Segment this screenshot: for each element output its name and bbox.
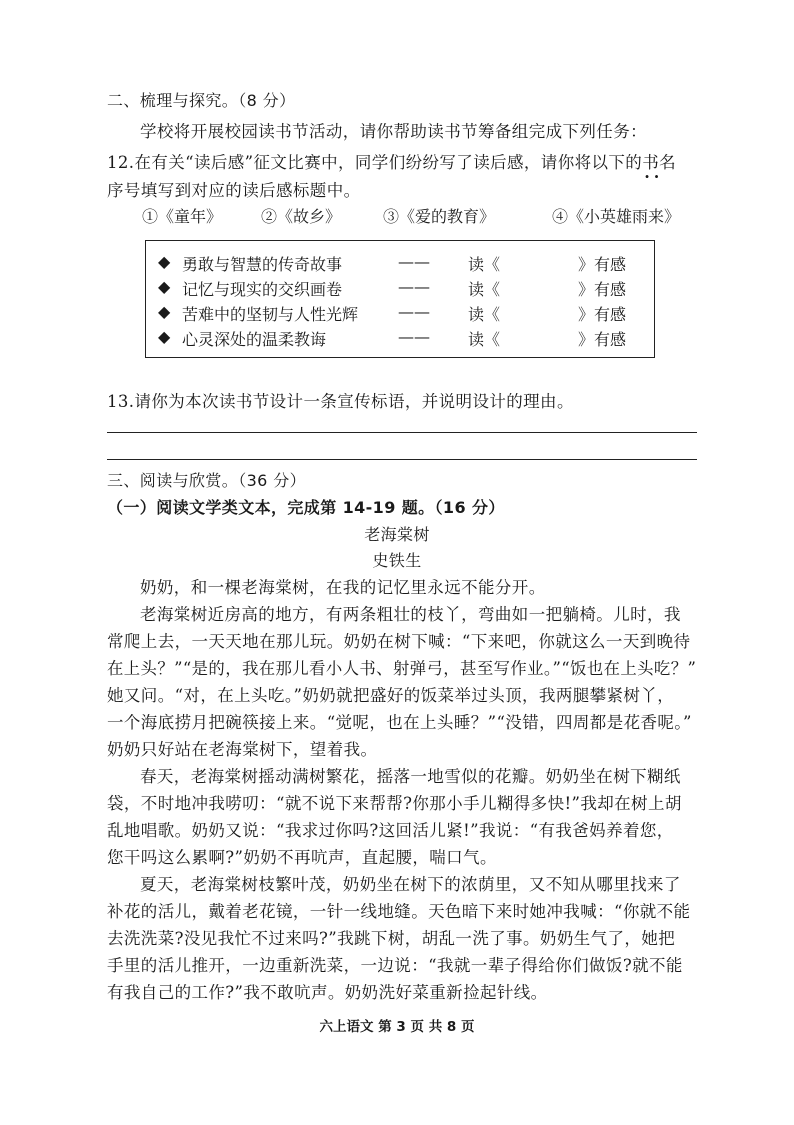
section3-subheading: （一）阅读文学类文本，完成第 14-19 题。（16 分） xyxy=(107,498,505,517)
article-line: 奶奶只好站在老海棠树下，望着我。 xyxy=(107,740,378,759)
answer-row xyxy=(158,327,648,349)
row-read: 读《 xyxy=(468,305,501,324)
article-line: 手里的活儿推开，一边重新洗菜，一边说：“我就一辈子得给你们做饭?就不能 xyxy=(107,956,683,975)
diamond-icon: ◆ xyxy=(158,252,171,271)
row-read: 读《 xyxy=(468,255,501,274)
row-dash: —— xyxy=(398,277,430,296)
diamond-icon: ◆ xyxy=(158,277,171,296)
book-option: ③《爱的教育》 xyxy=(383,207,496,226)
q12-text: 12.在有关“读后感”征文比赛中，同学们纷纷写了读后感，请你将以下的 xyxy=(107,153,643,172)
book-option: ④《小英雄雨来》 xyxy=(552,207,681,226)
article-line: 她又问。“对，在上头吃。”奶奶就把盛好的饭菜举过头顶，我两腿攀紧树丫， xyxy=(107,686,675,705)
row-topic: 记忆与现实的交织画卷 xyxy=(182,280,343,299)
row-topic: 苦难中的坚韧与人性光辉 xyxy=(182,305,359,324)
answer-row xyxy=(158,252,648,274)
article-line: 有我自己的工作?”我不敢吭声。奶奶洗好菜重新捡起针线。 xyxy=(107,983,548,1002)
q12-line1 xyxy=(107,149,676,173)
book-option: ②《故乡》 xyxy=(261,207,342,226)
row-dash: —— xyxy=(398,252,430,271)
answer-box xyxy=(145,240,655,358)
article-line: 补花的活儿，戴着老花镜，一针一线地缝。天色暗下来时她冲我喊：“你就不能 xyxy=(107,902,691,921)
q12-line2: 序号填写到对应的读后感标题中。 xyxy=(107,181,361,200)
q13-text: 13.请你为本次读书节设计一条宣传标语，并说明设计的理由。 xyxy=(107,392,574,411)
answer-line[interactable] xyxy=(107,459,697,460)
article-title: 老海棠树 xyxy=(364,525,430,544)
diamond-icon: ◆ xyxy=(158,327,171,346)
article-line: 夏天，老海棠树枝繁叶茂，奶奶坐在树下的浓荫里，又不知从哪里找来了 xyxy=(140,875,681,894)
answer-row xyxy=(158,302,648,324)
row-read: 读《 xyxy=(468,330,501,349)
row-ending: 》有感 xyxy=(578,280,627,299)
article-line: 去洗洗菜?没见我忙不过来吗?”我跳下树，胡乱一洗了事。奶奶生气了，她把 xyxy=(107,929,676,948)
page-footer: 六上语文 第 3 页 共 8 页 xyxy=(319,1019,475,1035)
section2-heading: 二、梳理与探究。（8 分） xyxy=(107,91,296,110)
row-ending: 》有感 xyxy=(578,255,627,274)
article-line: 奶奶，和一棵老海棠树，在我的记忆里永远不能分开。 xyxy=(140,578,546,597)
article-line: 春天，老海棠树摇动满树繁花，摇落一地雪似的花瓣。奶奶坐在树下糊纸 xyxy=(140,767,681,786)
section3-heading: 三、阅读与欣赏。（36 分） xyxy=(107,471,307,490)
article-line: 袋，不时地冲我唠叨：“就不说下来帮帮?你那小手儿糊得多快!”我却在树上胡 xyxy=(107,794,682,813)
row-ending: 》有感 xyxy=(578,330,627,349)
book-option: ①《童年》 xyxy=(142,207,223,226)
diamond-icon: ◆ xyxy=(158,302,171,321)
row-ending: 》有感 xyxy=(578,305,627,324)
article-line: 老海棠树近房高的地方，有两条粗壮的枝丫，弯曲如一把躺椅。儿时，我 xyxy=(140,605,681,624)
q12-emphasis: 书名 · · xyxy=(642,153,676,172)
article-author: 史铁生 xyxy=(372,551,422,570)
section2-intro: 学校将开展校园读书节活动，请你帮助读书节筹备组完成下列任务： xyxy=(140,122,647,141)
article-line: 一个海底捞月把碗筷接上来。“觉呢，也在上头睡？”“没错，四周都是花香呢。” xyxy=(107,713,692,732)
article-line: 您干吗这么累啊?”奶奶不再吭声，直起腰，喘口气。 xyxy=(107,848,497,867)
row-dash: —— xyxy=(398,302,430,321)
row-dash: —— xyxy=(398,327,430,346)
row-topic: 勇敢与智慧的传奇故事 xyxy=(182,255,343,274)
row-topic: 心灵深处的温柔教诲 xyxy=(182,330,327,349)
answer-row xyxy=(158,277,648,299)
row-read: 读《 xyxy=(468,280,501,299)
article-line: 在上头？”“是的，我在那儿看小人书、射弹弓，甚至写作业。”“饭也在上头吃？” xyxy=(107,659,697,678)
answer-line[interactable] xyxy=(107,432,697,433)
article-line: 常爬上去，一天天地在那儿玩。奶奶在树下喊：“下来吧，你就这么一天到晚待 xyxy=(107,632,691,651)
article-line: 乱地唱歌。奶奶又说：“我求过你吗?这回活儿紧!”我说：“有我爸妈养着您， xyxy=(107,821,674,840)
